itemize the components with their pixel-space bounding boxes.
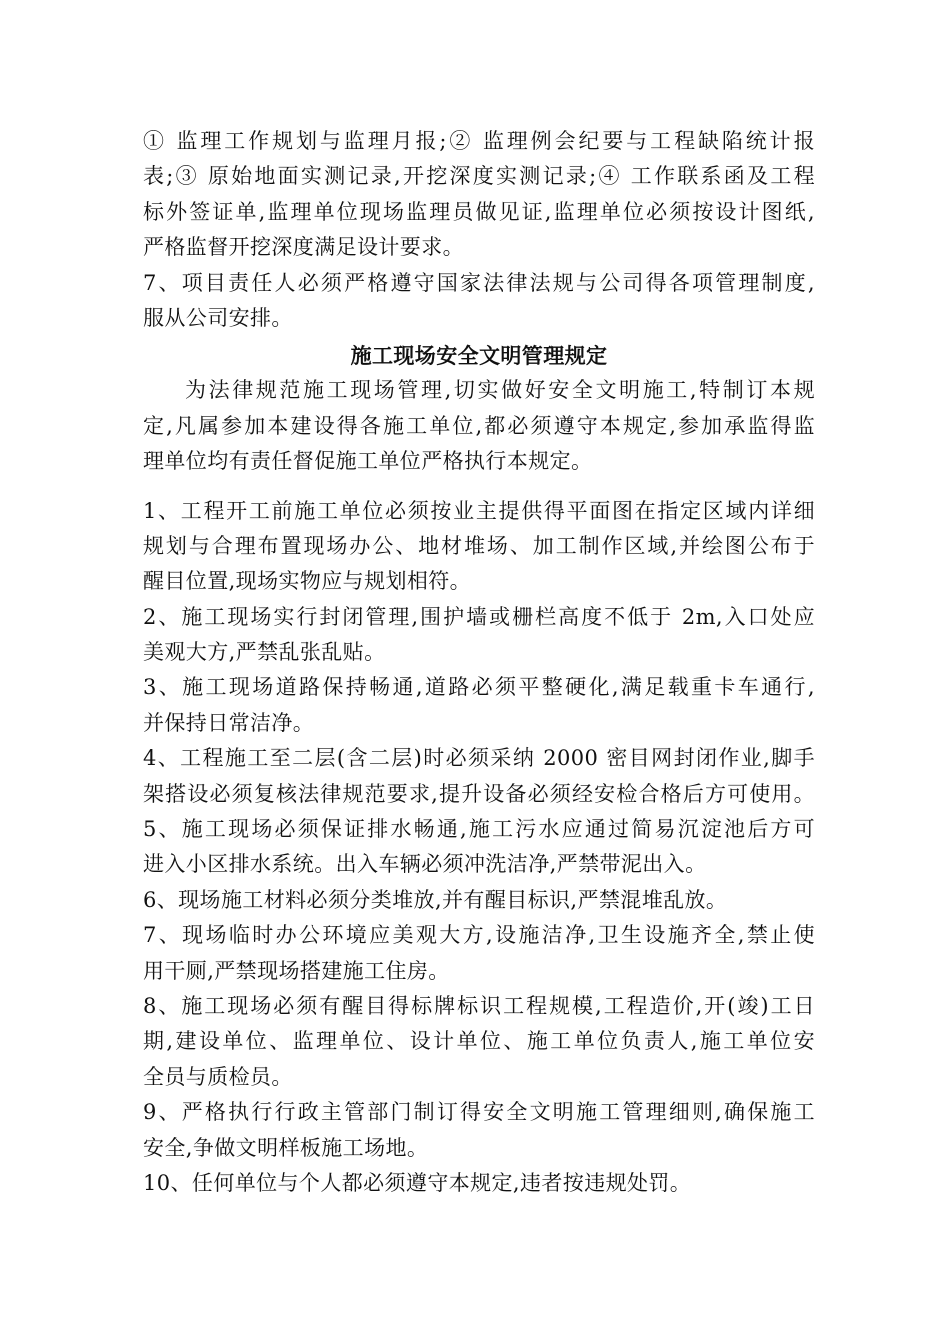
document-page	[143, 124, 815, 1201]
preamble-paragraph	[143, 373, 815, 479]
text-line: 服从公司安排。	[143, 305, 293, 330]
text-line: 7、项目责任人必须严格遵守国家法律法规与公司得各项管理制度,	[143, 270, 815, 295]
rule-line: 架搭设必须复核法律规范要求,提升设备必须经安检合格后方可使用。	[143, 781, 815, 806]
intro-block	[143, 124, 815, 336]
rule-line: 5、施工现场必须保证排水畅通,施工污水应通过简易沉淀池后方可	[143, 817, 815, 842]
rule-line: 8、施工现场必须有醒目得标牌标识工程规模,工程造价,开(竣)工日	[143, 993, 815, 1018]
rule-line: 期,建设单位、监理单位、设计单位、施工单位负责人,施工单位安	[143, 1029, 815, 1054]
text-line: 为法律规范施工现场管理,切实做好安全文明施工,特制订本规	[185, 378, 815, 403]
rule-line: 全员与质检员。	[143, 1064, 293, 1089]
rule-line: 用干厕,严禁现场搭建施工住房。	[143, 958, 450, 983]
rule-line: 1、工程开工前施工单位必须按业主提供得平面图在指定区域内详细	[143, 498, 815, 523]
rule-line: 10、任何单位与个人都必须遵守本规定,违者按违规处罚。	[143, 1170, 692, 1195]
rule-line: 美观大方,严禁乱张乱贴。	[143, 640, 386, 665]
rule-line: 2、施工现场实行封闭管理,围护墙或栅栏高度不低于 2m,入口处应	[143, 604, 815, 629]
rules-list	[143, 494, 815, 1202]
text-line: ① 监理工作规划与监理月报;② 监理例会纪要与工程缺陷统计报	[143, 129, 815, 153]
rule-line: 7、现场临时办公环境应美观大方,设施洁净,卫生设施齐全,禁止使	[143, 923, 815, 948]
paragraph-gap	[143, 480, 815, 494]
text-line: 定,凡属参加本建设得各施工单位,都必须遵守本规定,参加承监得监	[143, 413, 815, 438]
rule-line: 6、现场施工材料必须分类堆放,并有醒目标识,严禁混堆乱放。	[143, 887, 728, 912]
rule-line: 安全,争做文明样板施工场地。	[143, 1135, 429, 1160]
text-line: 标外签证单,监理单位现场监理员做见证,监理单位必须按设计图纸,	[143, 199, 815, 224]
text-line: 理单位均有责任督促施工单位严格执行本规定。	[143, 449, 593, 474]
rule-line: 醒目位置,现场实物应与规划相符。	[143, 569, 472, 594]
section-title: 施工现场安全文明管理规定	[350, 343, 608, 369]
rule-line: 并保持日常洁净。	[143, 710, 315, 735]
text-line: 严格监督开挖深度满足设计要求。	[143, 235, 464, 260]
rule-line: 3、施工现场道路保持畅通,道路必须平整硬化,满足载重卡车通行,	[143, 675, 815, 700]
rule-line: 9、严格执行行政主管部门制订得安全文明施工管理细则,确保施工	[143, 1100, 815, 1125]
text-line: 表;③ 原始地面实测记录,开挖深度实测记录;④ 工作联系函及工程	[143, 164, 815, 189]
rule-line: 4、工程施工至二层(含二层)时必须采纳 2000 密目网封闭作业,脚手	[143, 746, 815, 771]
rule-line: 规划与合理布置现场办公、地材堆场、加工制作区域,并绘图公布于	[143, 533, 815, 558]
rule-line: 进入小区排水系统。出入车辆必须冲洗洁净,严禁带泥出入。	[143, 852, 707, 877]
